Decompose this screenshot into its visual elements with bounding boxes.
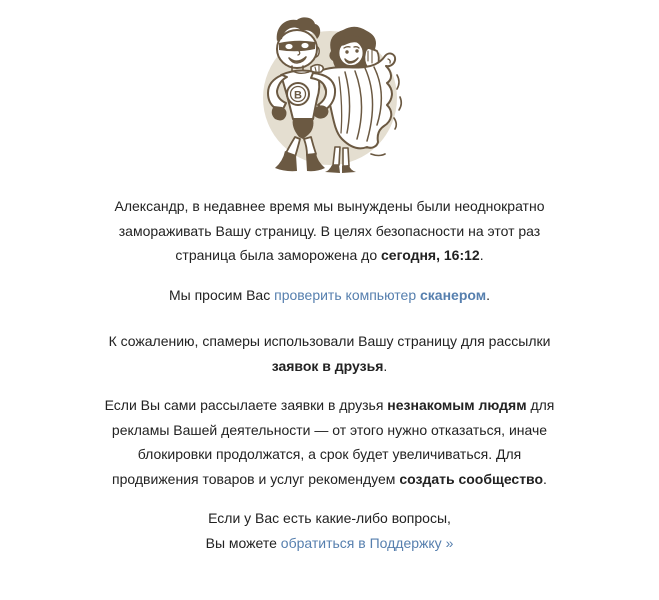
text-segment: продвижения товаров и услуг рекомендуем bbox=[112, 470, 400, 487]
text-segment: . bbox=[543, 470, 547, 487]
text-segment: Если у Вас есть какие-либо вопросы, bbox=[208, 510, 451, 526]
vk-emblem-icon bbox=[287, 83, 309, 105]
text-segment: Вы можете bbox=[205, 534, 281, 551]
paragraph-2 bbox=[50, 283, 610, 308]
text-segment: заявок в друзья bbox=[271, 357, 384, 374]
frozen-page-illustration bbox=[255, 15, 405, 175]
text-segment: для bbox=[526, 397, 555, 413]
text-segment: Если Вы сами рассылаете заявки в друзья bbox=[104, 397, 388, 413]
text-segment: Мы просим Вас bbox=[168, 286, 275, 303]
support-link[interactable]: обратиться в Поддержку » bbox=[280, 534, 454, 551]
text-segment: незнакомым людям bbox=[387, 397, 527, 413]
text-segment: Александр, в недавнее время мы вынуждены были неоднократно bbox=[114, 198, 545, 214]
paragraph-1 bbox=[50, 194, 610, 268]
paragraph-3 bbox=[50, 329, 610, 378]
text-segment: рекламы Вашей деятельности — от этого нужно отказаться, иначе bbox=[111, 421, 548, 438]
text-segment: создать сообщество bbox=[399, 470, 544, 487]
message bbox=[50, 175, 610, 555]
hand-on-shoulder bbox=[311, 65, 323, 73]
text-segment: . bbox=[479, 247, 484, 263]
paragraph-5 bbox=[50, 506, 610, 555]
text-segment: замораживать Вашу страницу. В целях безопасности на этот раз bbox=[118, 222, 541, 239]
text-segment: . bbox=[486, 286, 491, 303]
paragraph-4 bbox=[50, 393, 610, 491]
emblem-letter: В bbox=[293, 89, 302, 102]
text-segment: блокировки продолжатся, а срок будет увеличиваться. Для bbox=[137, 446, 522, 462]
check-computer-link[interactable]: проверить компьютер bbox=[274, 286, 421, 303]
text-segment: сегодня, 16:12 bbox=[381, 247, 480, 263]
text-segment: . bbox=[383, 357, 388, 374]
page bbox=[0, 15, 659, 600]
text-segment: страница была заморожена до bbox=[175, 247, 381, 263]
text-segment: К сожалению, спамеры использовали Вашу страницу для рассылки bbox=[108, 333, 551, 349]
scanner-link[interactable]: сканером bbox=[420, 286, 487, 303]
